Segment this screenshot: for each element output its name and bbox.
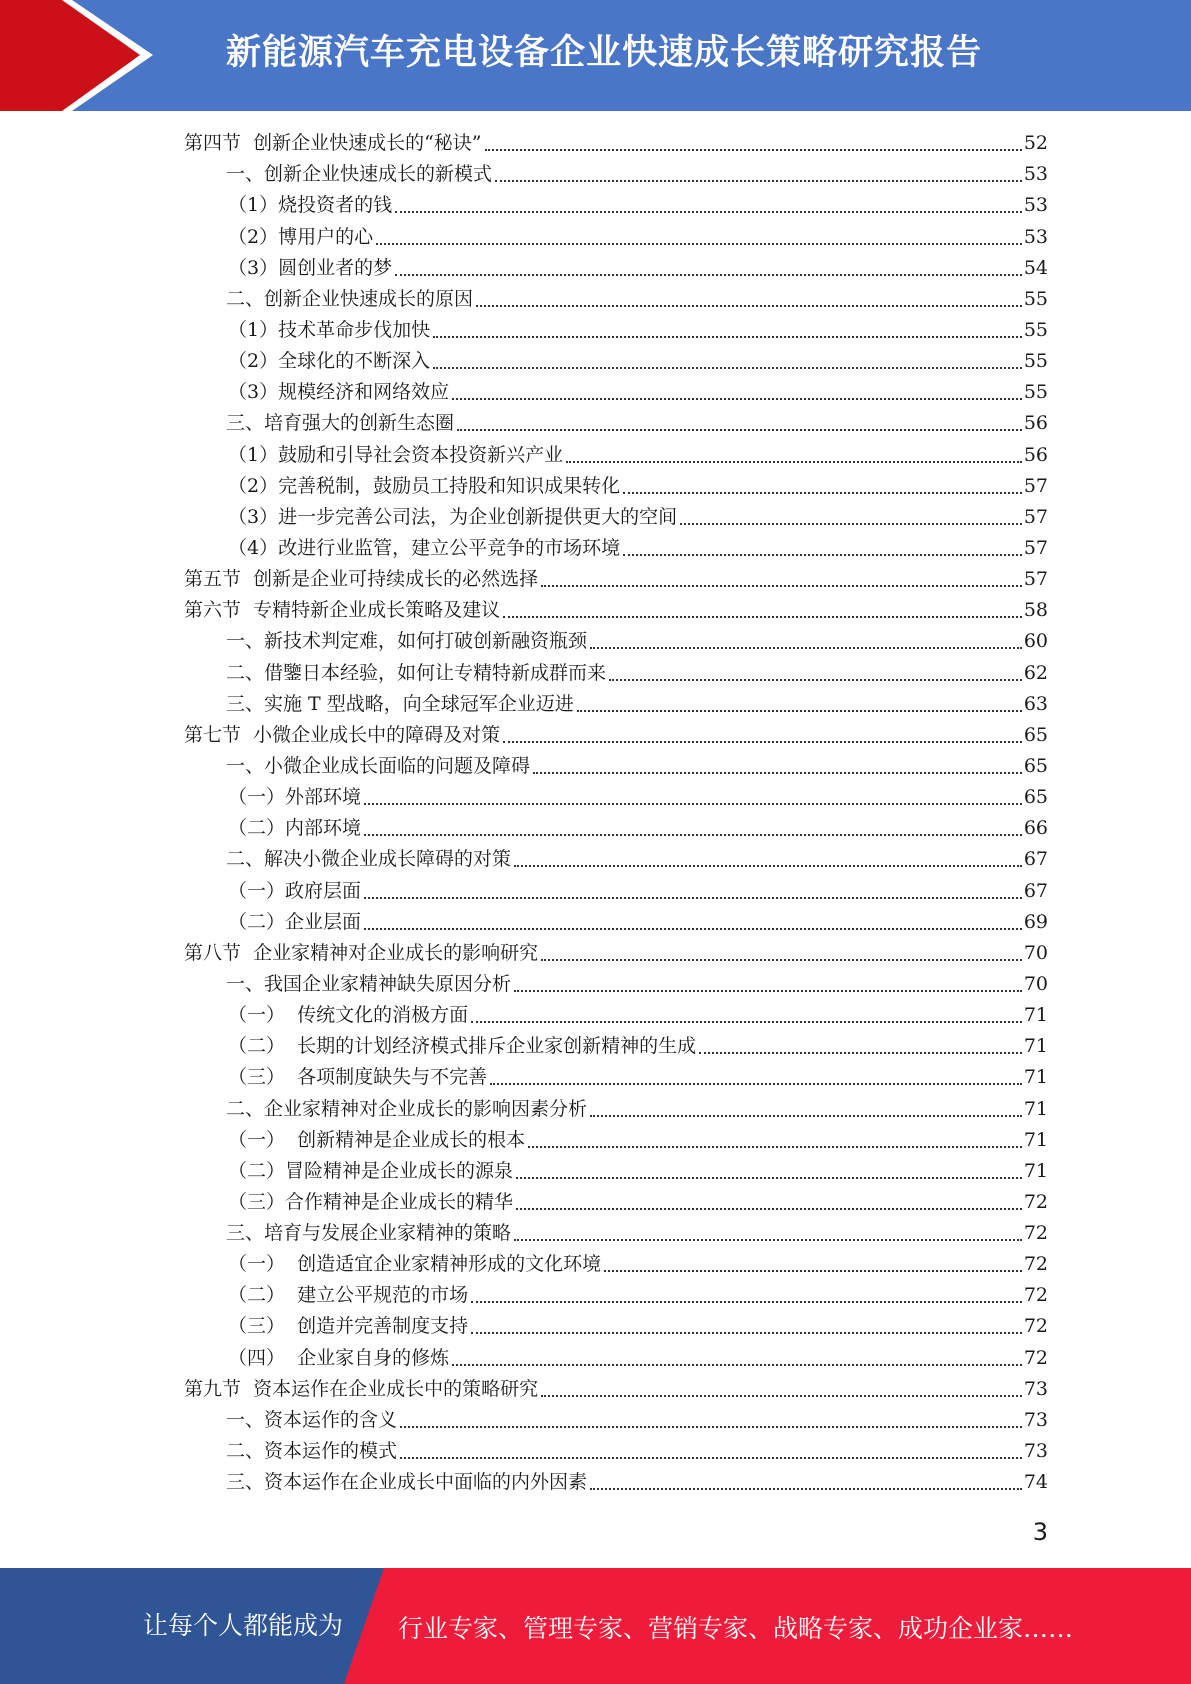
toc-entry-title: （2）博用户的心 (228, 225, 374, 248)
toc-entry-page: 67 (1023, 848, 1048, 871)
toc-dot-leader (516, 1177, 1022, 1179)
toc-dot-leader (503, 616, 1022, 618)
toc-entry-title: （1）技术革命步伐加快 (228, 318, 431, 341)
page-number: 3 (1032, 1518, 1048, 1546)
toc-entry[interactable] (184, 190, 1048, 221)
toc-entry-page: 70 (1023, 941, 1048, 964)
toc-dot-leader (400, 1457, 1022, 1459)
toc-entry-page: 70 (1023, 972, 1048, 995)
toc-dot-leader (471, 1021, 1022, 1023)
toc-entry-page: 60 (1023, 630, 1048, 653)
toc-dot-leader (452, 398, 1022, 400)
toc-entry[interactable] (184, 657, 1048, 688)
toc-entry-title: 三、实施 T 型战略，向全球冠军企业迈进 (226, 692, 574, 715)
toc-entry[interactable] (184, 1467, 1048, 1498)
toc-entry[interactable] (184, 502, 1048, 533)
toc-entry-title: （3）规模经济和网络效应 (228, 381, 450, 404)
toc-entry-title: （二）企业层面 (228, 910, 362, 933)
toc-entry-title: 第九节 资本运作在企业成长中的策略研究 (184, 1377, 539, 1400)
toc-entry-page: 71 (1023, 1066, 1048, 1089)
toc-entry-title: （2）全球化的不断深入 (228, 350, 431, 373)
toc-entry[interactable] (184, 689, 1048, 720)
toc-entry[interactable] (184, 377, 1048, 408)
toc-entry[interactable] (184, 1062, 1048, 1093)
toc-entry[interactable] (184, 1436, 1048, 1467)
toc-entry-title: 二、创新企业快速成长的原因 (226, 287, 474, 310)
toc-entry[interactable] (184, 1000, 1048, 1031)
toc-entry[interactable] (184, 720, 1048, 751)
toc-dot-leader (604, 1270, 1022, 1272)
toc-entry[interactable] (184, 595, 1048, 626)
toc-entry-title: 三、培育强大的创新生态圈 (226, 412, 455, 435)
toc-dot-leader (476, 305, 1022, 307)
toc-dot-leader (541, 585, 1022, 587)
table-of-contents (184, 128, 1048, 1498)
toc-entry-page: 55 (1023, 381, 1048, 404)
toc-entry[interactable] (184, 1093, 1048, 1124)
toc-entry[interactable] (184, 875, 1048, 906)
toc-entry-page: 71 (1023, 1128, 1048, 1151)
toc-entry-page: 73 (1023, 1408, 1048, 1431)
toc-dot-leader (364, 897, 1022, 899)
toc-entry[interactable] (184, 253, 1048, 284)
toc-entry-page: 55 (1023, 350, 1048, 373)
toc-dot-leader (495, 180, 1022, 182)
arrow-red-fill (0, 0, 140, 111)
toc-dot-leader (514, 865, 1022, 867)
toc-entry-page: 67 (1023, 879, 1048, 902)
toc-entry[interactable] (184, 315, 1048, 346)
toc-entry-title: （三）合作精神是企业成长的精华 (228, 1190, 514, 1213)
toc-entry[interactable] (184, 533, 1048, 564)
toc-dot-leader (623, 492, 1022, 494)
toc-entry-page: 72 (1023, 1190, 1048, 1213)
toc-entry[interactable] (184, 564, 1048, 595)
toc-entry-page: 72 (1023, 1222, 1048, 1245)
toc-entry[interactable] (184, 813, 1048, 844)
toc-dot-leader (395, 274, 1022, 276)
toc-entry-title: （二） 建立公平规范的市场 (228, 1284, 469, 1307)
toc-entry-page: 53 (1023, 163, 1048, 186)
toc-entry[interactable] (184, 471, 1048, 502)
toc-dot-leader (514, 990, 1022, 992)
toc-dot-leader (400, 1426, 1022, 1428)
toc-dot-leader (533, 772, 1022, 774)
toc-entry[interactable] (184, 346, 1048, 377)
toc-entry-title: （1）鼓励和引导社会资本投资新兴产业 (228, 443, 564, 466)
toc-entry-title: （二）内部环境 (228, 817, 362, 840)
toc-entry-page: 72 (1023, 1315, 1048, 1338)
toc-entry-title: 二、解决小微企业成长障碍的对策 (226, 848, 512, 871)
toc-entry[interactable] (184, 408, 1048, 439)
toc-dot-leader (364, 928, 1022, 930)
toc-dot-leader (590, 1488, 1022, 1490)
toc-entry[interactable] (184, 844, 1048, 875)
toc-entry-title: （二）冒险精神是企业成长的源泉 (228, 1159, 514, 1182)
toc-entry-title: （3）进一步完善公司法，为企业创新提供更大的空间 (228, 505, 678, 528)
toc-entry-page: 57 (1023, 536, 1048, 559)
toc-entry-title: 二、企业家精神对企业成长的影响因素分析 (226, 1097, 588, 1120)
toc-dot-leader (433, 367, 1022, 369)
footer-slogan-left: 让每个人都能成为 (143, 1611, 344, 1640)
chevron-arrow-icon (0, 0, 160, 111)
toc-dot-leader (503, 741, 1022, 743)
toc-entry-title: （一） 创新精神是企业成长的根本 (228, 1128, 526, 1151)
toc-entry[interactable] (184, 221, 1048, 252)
toc-entry-title: 一、资本运作的含义 (226, 1408, 398, 1431)
toc-entry-title: （3）圆创业者的梦 (228, 256, 393, 279)
toc-entry-title: （一） 创造适宜企业家精神形成的文化环境 (228, 1253, 602, 1276)
toc-dot-leader (680, 523, 1022, 525)
toc-entry[interactable] (184, 1156, 1048, 1187)
toc-entry-title: （四） 企业家自身的修炼 (228, 1346, 450, 1369)
toc-dot-leader (376, 243, 1022, 245)
toc-entry[interactable] (184, 1280, 1048, 1311)
toc-entry-page: 58 (1023, 599, 1048, 622)
toc-entry-title: （2）完善税制，鼓励员工持股和知识成果转化 (228, 474, 621, 497)
toc-entry-title: 第四节 创新企业快速成长的“秘诀” (184, 132, 482, 155)
toc-entry-page: 72 (1023, 1284, 1048, 1307)
toc-entry-title: （1）烧投资者的钱 (228, 194, 393, 217)
toc-entry-page: 56 (1023, 443, 1048, 466)
toc-dot-leader (471, 1301, 1022, 1303)
toc-entry-page: 74 (1023, 1471, 1048, 1494)
toc-entry-title: 二、资本运作的模式 (226, 1440, 398, 1463)
toc-entry-page: 65 (1023, 723, 1048, 746)
toc-entry-page: 53 (1023, 225, 1048, 248)
toc-entry[interactable] (184, 128, 1048, 159)
toc-dot-leader (623, 554, 1022, 556)
toc-dot-leader (699, 1052, 1022, 1054)
toc-entry-page: 66 (1023, 817, 1048, 840)
document-title: 新能源汽车充电设备企业快速成长策略研究报告 (226, 33, 983, 73)
toc-dot-leader (485, 149, 1022, 151)
toc-entry-page: 54 (1023, 256, 1048, 279)
toc-entry-title: 第八节 企业家精神对企业成长的影响研究 (184, 941, 539, 964)
toc-dot-leader (577, 710, 1022, 712)
toc-entry-page: 73 (1023, 1440, 1048, 1463)
toc-entry[interactable] (184, 284, 1048, 315)
toc-entry[interactable] (184, 969, 1048, 1000)
toc-entry-page: 62 (1023, 661, 1048, 684)
toc-dot-leader (514, 1239, 1022, 1241)
toc-entry-page: 57 (1023, 474, 1048, 497)
toc-entry[interactable] (184, 626, 1048, 657)
footer-slogan-right: 行业专家、管理专家、营销专家、战略专家、成功企业家…… (398, 1614, 1074, 1643)
header-banner (0, 0, 1191, 111)
toc-entry-page: 71 (1023, 1004, 1048, 1027)
toc-entry-page: 52 (1023, 132, 1048, 155)
toc-entry[interactable] (184, 1249, 1048, 1280)
toc-entry[interactable] (184, 938, 1048, 969)
toc-entry[interactable] (184, 1342, 1048, 1373)
toc-entry-page: 57 (1023, 505, 1048, 528)
toc-entry[interactable] (184, 1125, 1048, 1156)
toc-entry-page: 73 (1023, 1377, 1048, 1400)
toc-entry-page: 71 (1023, 1035, 1048, 1058)
toc-entry-page: 72 (1023, 1253, 1048, 1276)
toc-entry-title: （二） 长期的计划经济模式排斥企业家创新精神的生成 (228, 1035, 697, 1058)
toc-entry-page: 63 (1023, 692, 1048, 715)
toc-dot-leader (452, 1364, 1022, 1366)
toc-entry[interactable] (184, 159, 1048, 190)
toc-dot-leader (364, 834, 1022, 836)
toc-dot-leader (457, 429, 1022, 431)
toc-entry-title: （一）政府层面 (228, 879, 362, 902)
toc-dot-leader (395, 211, 1022, 213)
toc-entry-title: 一、创新企业快速成长的新模式 (226, 163, 493, 186)
toc-entry-title: （一）外部环境 (228, 786, 362, 809)
toc-entry-title: 第六节 专精特新企业成长策略及建议 (184, 599, 501, 622)
toc-entry-title: 一、小微企业成长面临的问题及障碍 (226, 754, 531, 777)
toc-entry[interactable] (184, 439, 1048, 470)
toc-entry-page: 55 (1023, 318, 1048, 341)
toc-entry-title: （4）改进行业监管，建立公平竞争的市场环境 (228, 536, 621, 559)
toc-entry[interactable] (184, 1187, 1048, 1218)
toc-dot-leader (541, 959, 1022, 961)
toc-dot-leader (609, 679, 1022, 681)
toc-entry-page: 71 (1023, 1159, 1048, 1182)
toc-entry-page: 57 (1023, 568, 1048, 591)
toc-dot-leader (566, 461, 1022, 463)
toc-entry-page: 69 (1023, 910, 1048, 933)
toc-entry-page: 65 (1023, 786, 1048, 809)
toc-entry-title: （一） 传统文化的消极方面 (228, 1004, 469, 1027)
toc-entry[interactable] (184, 907, 1048, 938)
toc-entry-page: 65 (1023, 754, 1048, 777)
toc-dot-leader (590, 1115, 1022, 1117)
toc-entry-title: 第七节 小微企业成长中的障碍及对策 (184, 723, 501, 746)
toc-entry-title: （三） 各项制度缺失与不完善 (228, 1066, 488, 1089)
toc-dot-leader (490, 1083, 1022, 1085)
footer-banner (0, 1568, 1191, 1684)
toc-entry[interactable] (184, 1311, 1048, 1342)
toc-dot-leader (471, 1332, 1022, 1334)
toc-entry-title: 三、培育与发展企业家精神的策略 (226, 1222, 512, 1245)
toc-entry-title: 二、借鑒日本经验，如何让专精特新成群而来 (226, 661, 607, 684)
toc-dot-leader (364, 803, 1022, 805)
toc-entry[interactable] (184, 751, 1048, 782)
toc-entry-page: 53 (1023, 194, 1048, 217)
toc-entry-title: 三、资本运作在企业成长中面临的内外因素 (226, 1471, 588, 1494)
toc-dot-leader (433, 336, 1022, 338)
toc-entry-title: 一、我国企业家精神缺失原因分析 (226, 972, 512, 995)
toc-entry-title: 第五节 创新是企业可持续成长的必然选择 (184, 568, 539, 591)
toc-entry-page: 71 (1023, 1097, 1048, 1120)
toc-dot-leader (528, 1146, 1022, 1148)
toc-entry-page: 55 (1023, 287, 1048, 310)
toc-entry[interactable] (184, 1405, 1048, 1436)
toc-dot-leader (541, 1395, 1022, 1397)
toc-entry-page: 56 (1023, 412, 1048, 435)
toc-entry-title: 一、新技术判定难，如何打破创新融资瓶颈 (226, 630, 588, 653)
toc-entry[interactable] (184, 1374, 1048, 1405)
toc-entry-title: （三） 创造并完善制度支持 (228, 1315, 469, 1338)
toc-entry[interactable] (184, 782, 1048, 813)
toc-dot-leader (590, 647, 1022, 649)
toc-entry[interactable] (184, 1218, 1048, 1249)
toc-dot-leader (516, 1208, 1022, 1210)
toc-entry[interactable] (184, 1031, 1048, 1062)
toc-entry-page: 72 (1023, 1346, 1048, 1369)
